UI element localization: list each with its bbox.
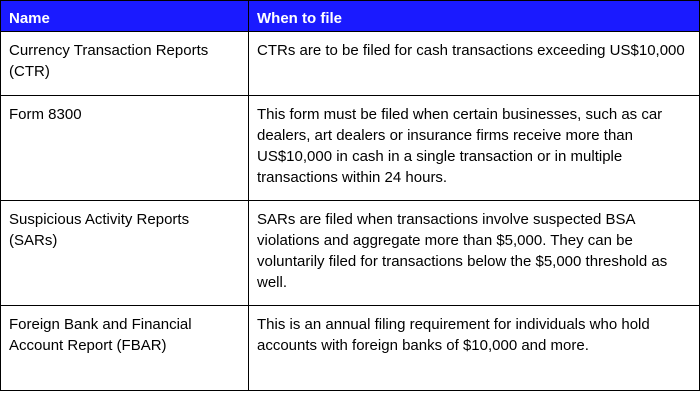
table-row <box>1 306 700 391</box>
table-header-row <box>1 1 700 32</box>
report-name-cell: Form 8300 <box>1 96 249 201</box>
when-to-file-cell: This form must be filed when certain businesses, such as car dealers, art dealers or insurance firms receive more than US$10,000 in cash in a single transaction or in multiple transactions within 24 hours. <box>249 96 700 201</box>
column-header-name: Name <box>1 1 249 32</box>
column-header-when-to-file: When to file <box>249 1 700 32</box>
report-name-cell: Suspicious Activity Reports (SARs) <box>1 201 249 306</box>
report-name-cell: Currency Transaction Reports (CTR) <box>1 32 249 96</box>
table-row <box>1 201 700 306</box>
when-to-file-cell: This is an annual filing requirement for individuals who hold accounts with foreign banks of $10,000 and more. <box>249 306 700 391</box>
table-row <box>1 32 700 96</box>
when-to-file-cell: SARs are filed when transactions involve suspected BSA violations and aggregate more than $5,000. They can be voluntarily filed for transactions below the $5,000 threshold as well. <box>249 201 700 306</box>
report-name-cell: Foreign Bank and Financial Account Report (FBAR) <box>1 306 249 391</box>
table-row <box>1 96 700 201</box>
when-to-file-cell: CTRs are to be filed for cash transactions exceeding US$10,000 <box>249 32 700 96</box>
